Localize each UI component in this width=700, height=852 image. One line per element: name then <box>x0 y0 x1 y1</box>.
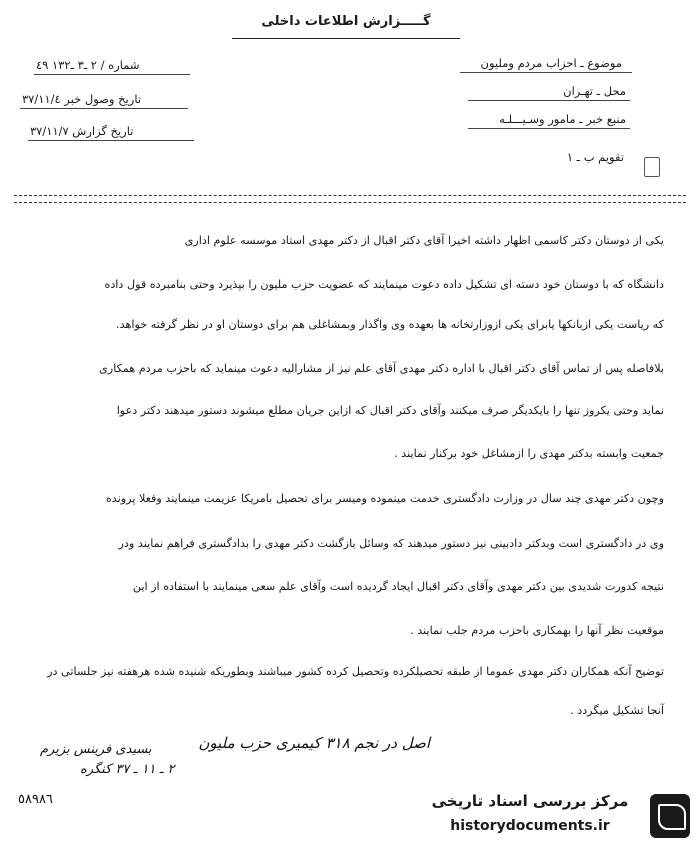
number-rule <box>34 74 190 75</box>
handwritten-referral-note: بسیدی فرینس بزیرم <box>40 742 152 757</box>
title-underline <box>232 38 460 39</box>
source-field: منبع خبر ـ مامور وسـيـــلـه <box>499 112 626 126</box>
watermark-url: historydocuments.ir <box>450 818 610 834</box>
subject-rule <box>460 72 632 73</box>
paragraph-line: وچون دکتر مهدی چند سال در وزارت دادگستری خدمت مینموده ومیسر برای تحصیل بامریکا عزیمت مینمایند وفعلا پرونده <box>105 492 664 505</box>
paragraph-line: جمعیت وابسته بدکتر مهدی را ازمشاغل خود برکنار نمایند . <box>394 447 664 460</box>
paragraph-line: توضیح آنکه همکاران دکتر مهدی عموما از طبقه تحصیلکرده وتحصیل کرده کشور میباشند وبطوریکه شنیده شده هرهفته نیز جلساتی در <box>47 665 664 678</box>
paragraph-line: موقعیت نظر آنها را بهمکاری باحزب مردم جلب نمایند . <box>410 624 664 637</box>
stamp-mark <box>644 157 660 177</box>
archive-book-icon <box>650 794 690 838</box>
source-rule <box>468 128 630 129</box>
place-field: محل ـ تهـران <box>563 84 626 98</box>
receive-date-field: تاریخ وصول خبر ٣٧/١١/٤ <box>22 92 142 106</box>
paragraph-line: دانشگاه که با دوستان خود دسته ای تشکیل داده دعوت مینمایند که عضویت حزب ملیون را بپذیرد وحتی بنامبرده قول داده <box>104 278 664 291</box>
report-date-field: تاریخ گزارش ٣٧/١١/٧ <box>30 124 134 138</box>
paragraph-line: نماید وحتی یکروز تنها را بایکدیگر صرف میکنند وآقای دکتر اقبال که ازاین جریان مطلع میشوند دستور میدهند دکتر دعوا <box>116 404 664 417</box>
paragraph-line: یکی از دوستان دکتر کاسمی اظهار داشته اخیرا آقای دکتر اقبال از دکتر مهدی استاد موسسه علوم اداری <box>184 234 664 247</box>
handwritten-code: ٥٨٩٨٦ <box>18 792 53 807</box>
paragraph-line: که ریاست یکی ازبانکها یابرای یکی ازوزارتخانه ها بعهده وی واگذار وبمشاغلی هم برای دوستان او در نظر گرفته خواهد. <box>116 318 664 331</box>
paragraph-line: آنجا تشکیل میگردد . <box>570 704 664 717</box>
place-rule <box>468 100 630 101</box>
document-title: گـــــزارش اطلاعات داخلی <box>261 14 431 29</box>
header-separator <box>14 195 686 203</box>
handwritten-referral-date: ٢ ـ ١١ ـ ٣٧ کنگره <box>80 762 175 777</box>
paragraph-line: بلافاصله پس از تماس آقای دکتر اقبال با اداره دکتر مهدی آقای علم نیز از مشارالیه دعوت مینماید که باحزب مردم همکاری <box>99 362 664 375</box>
rating-field: تقویم ب ـ ١ <box>566 150 624 164</box>
handwritten-filing-note: اصل در نجم ٣١٨ کیمیری حزب ملیون <box>198 734 430 752</box>
number-field: شماره / ٢ ـ٣ ـ١٣٢ ٤٩ <box>36 58 140 72</box>
report-date-rule <box>28 140 194 141</box>
subject-field: موضوع ـ احزاب مردم وملیون <box>480 56 622 70</box>
paragraph-line: نتیجه کدورت شدیدی بین دکتر مهدی وآقای دکتر اقبال ایجاد گردیده است وآقای علم سعی مینمایند با استفاده از این <box>132 580 664 593</box>
document-header <box>226 12 466 44</box>
watermark-title: مرکز بررسی اسناد تاریخی <box>431 792 629 810</box>
watermark-logo <box>410 786 695 848</box>
paragraph-line: وی در دادگستری است وبدکتر دادبینی نیز دستور میدهند که وسائل بازگشت دکتر مهدی را بدادگستری فراهم نمایند ودر <box>118 537 664 550</box>
receive-date-rule <box>20 108 188 109</box>
